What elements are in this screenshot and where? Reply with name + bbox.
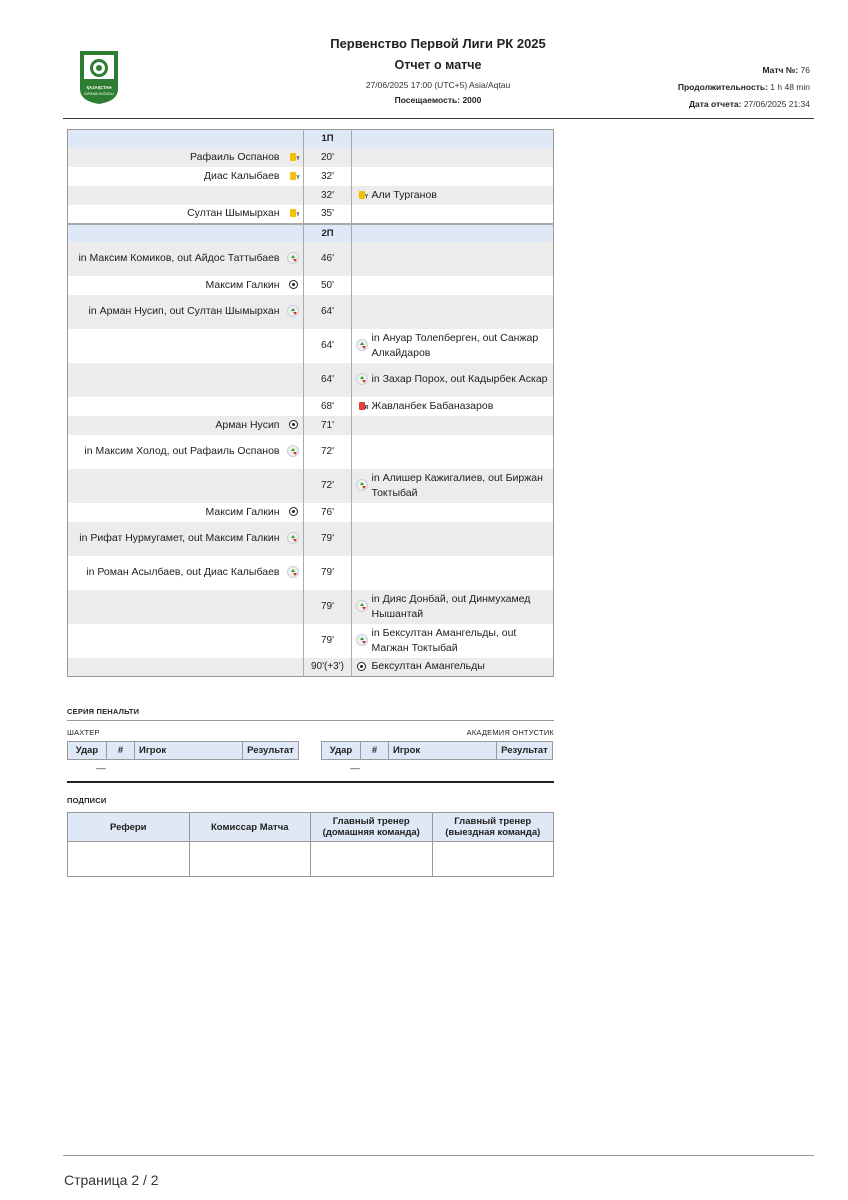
event-row [68,242,554,276]
event-minute: 79' [304,624,352,658]
col-result: Результат [497,742,553,760]
event-row [68,295,554,329]
event-row [68,186,554,205]
col-result: Результат [243,742,299,760]
match-number: Матч №: 76 [762,65,810,75]
col-number: # [361,742,389,760]
home-coach-header: Главный тренер (домашняя команда) [311,813,433,842]
footer-divider [63,1155,814,1156]
home-event-text: Максим Галкин [205,505,280,518]
away-event-text: in Дияс Донбай, out Динмухамед Нышантай [372,590,554,624]
match-datetime: 27/06/2025 17:00 (UTC+5) Asia/Aqtau [365,80,511,90]
goal-ball-icon [289,420,298,429]
home-event-text: Рафаиль Оспанов [68,148,286,167]
event-minute: 79' [304,522,352,556]
substitution-icon [287,532,299,544]
section-divider [67,781,554,783]
event-row [68,205,554,224]
away-event-text [372,167,554,186]
away-event-text [372,556,554,590]
away-event-text [372,148,554,167]
period-header-row [68,224,554,242]
substitution-icon [287,566,299,578]
event-minute: 64' [304,363,352,397]
home-event-text [68,186,286,205]
col-number: # [107,742,135,760]
match-meta [678,62,810,113]
substitution-icon [356,373,368,385]
away-coach-signature [432,842,554,877]
match-events-table [67,129,554,677]
home-event-text: Максим Галкин [205,278,280,291]
col-player: Игрок [135,742,243,760]
home-event-text: in Максим Холод, out Рафаиль Оспанов [84,445,280,457]
substitution-icon [287,252,299,264]
substitution-icon [287,445,299,457]
home-event-text: Султан Шымырхан [187,207,280,219]
event-minute: 46' [304,242,352,276]
home-event-text: in Максим Комиков, out Айдос Таттыбаев [68,242,286,276]
page-number: Страница 2 / 2 [64,1172,159,1188]
event-minute: 50' [304,276,352,295]
home-event-text [68,363,286,397]
away-event-text: Жавланбек Бабаназаров [371,399,494,412]
away-event-text [372,295,554,329]
signatures-table [67,812,554,877]
report-subtitle: Отчет о матче [394,58,482,72]
event-minute: 71' [304,416,352,435]
event-row [68,556,554,590]
event-row [68,590,554,624]
event-minute: 32' [304,167,352,186]
event-minute: 79' [304,590,352,624]
event-minute: 90'(+3') [304,658,352,677]
referee-signature [68,842,190,877]
event-minute: 79' [304,556,352,590]
home-event-text [68,469,286,503]
col-shot: Удар [322,742,361,760]
substitution-icon [356,479,368,491]
event-row [68,522,554,556]
away-event-text [372,503,554,522]
away-penalties-table [321,741,553,778]
yellow-card-icon: Y [290,209,296,217]
away-event-text: in Алишер Кажигалиев, out Биржан Токтыбай [372,469,554,503]
event-minute: 76' [304,503,352,522]
goal-ball-icon [289,507,298,516]
event-row [68,397,554,416]
league-title: Первенство Первой Лиги РК 2025 [330,36,546,51]
goal-ball-icon [289,280,298,289]
event-row [68,658,554,677]
yellow-card-icon: Y [290,172,296,180]
yellow-card-icon: Y [359,191,365,199]
home-event-text: Арман Нусип [68,416,286,435]
home-event-text [68,397,286,416]
referee-header: Рефери [68,813,190,842]
penalties-divider [67,720,554,721]
away-event-text: Бексултан Амангельды [372,658,554,677]
substitution-icon [356,634,368,646]
event-row [68,276,554,295]
away-team-name: АКАДЕМИЯ ОНТУСТИК [466,728,554,737]
home-event-text [68,624,286,658]
event-row [68,329,554,363]
away-event-text [372,522,554,556]
report-date: Дата отчета: 27/06/2025 21:34 [688,99,810,109]
event-row [68,435,554,469]
event-minute: 35' [304,205,352,224]
logo-text-2: БІРІНШІ ЛИГАСЫ [84,92,114,96]
home-team-name: ШАХТЕР [67,728,100,737]
substitution-icon [356,600,368,612]
home-event-text: in Рифат Нурмугамет, out Максим Галкин [68,522,286,556]
home-event-text: Диас Калыбаев [203,169,280,182]
commissioner-signature [189,842,311,877]
event-minute: 72' [304,435,352,469]
event-row [68,148,554,167]
event-minute: 72' [304,469,352,503]
report-header [288,36,588,105]
event-minute: 68' [304,397,352,416]
event-row [68,624,554,658]
away-event-text [372,276,554,295]
home-penalties-table [67,741,299,778]
signatures-section-label: ПОДПИСИ [67,796,107,805]
match-duration: Продолжительность: 1 h 48 min [677,82,810,92]
away-event-text: in Ануар Толепберген, out Санжар Алкайдаров [371,331,539,359]
col-shot: Удар [68,742,107,760]
event-minute: 64' [304,329,352,363]
attendance: Посещаемость: 2000 [394,95,482,105]
home-event-text [68,658,286,677]
away-penalties-empty: — [350,763,360,775]
away-event-text: in Бексултан Амангельды, out Магжан Токтыбай [371,626,517,654]
away-event-text [372,416,554,435]
event-row [68,469,554,503]
period-header-row [68,130,554,148]
league-logo [76,49,122,105]
yellow-card-icon: Y [290,153,296,161]
home-penalties-empty: — [96,763,106,775]
home-event-text: in Арман Нусип, out Султан Шымырхан [68,295,286,329]
away-event-text [372,242,554,276]
period-label: 2П [304,224,352,242]
substitution-icon [356,339,368,351]
away-event-text: in Захар Порох, out Кадырбек Аскар [372,363,554,397]
away-coach-header: Главный тренер (выездная команда) [432,813,554,842]
event-row [68,363,554,397]
event-minute: 20' [304,148,352,167]
event-minute: 64' [304,295,352,329]
penalties-section-label: СЕРИЯ ПЕНАЛЬТИ [67,707,140,716]
goal-ball-icon [357,662,366,671]
event-row [68,416,554,435]
substitution-icon [287,305,299,317]
event-minute: 32' [304,186,352,205]
home-event-text [68,590,286,624]
event-row [68,503,554,522]
away-event-text: Али Турганов [372,186,554,205]
period-label: 1П [304,130,352,148]
home-coach-signature [311,842,433,877]
col-player: Игрок [389,742,497,760]
home-event-text: in Роман Асылбаев, out Диас Калыбаев [86,566,280,578]
red-card-icon: R [359,402,365,410]
commissioner-header: Комиссар Матча [189,813,311,842]
home-event-text [68,329,286,363]
away-event-text [372,205,554,224]
logo-text-1: ҚАЗАҚСТАН [86,85,112,90]
header-divider [63,118,814,119]
event-row [68,167,554,186]
away-event-text [372,435,554,469]
